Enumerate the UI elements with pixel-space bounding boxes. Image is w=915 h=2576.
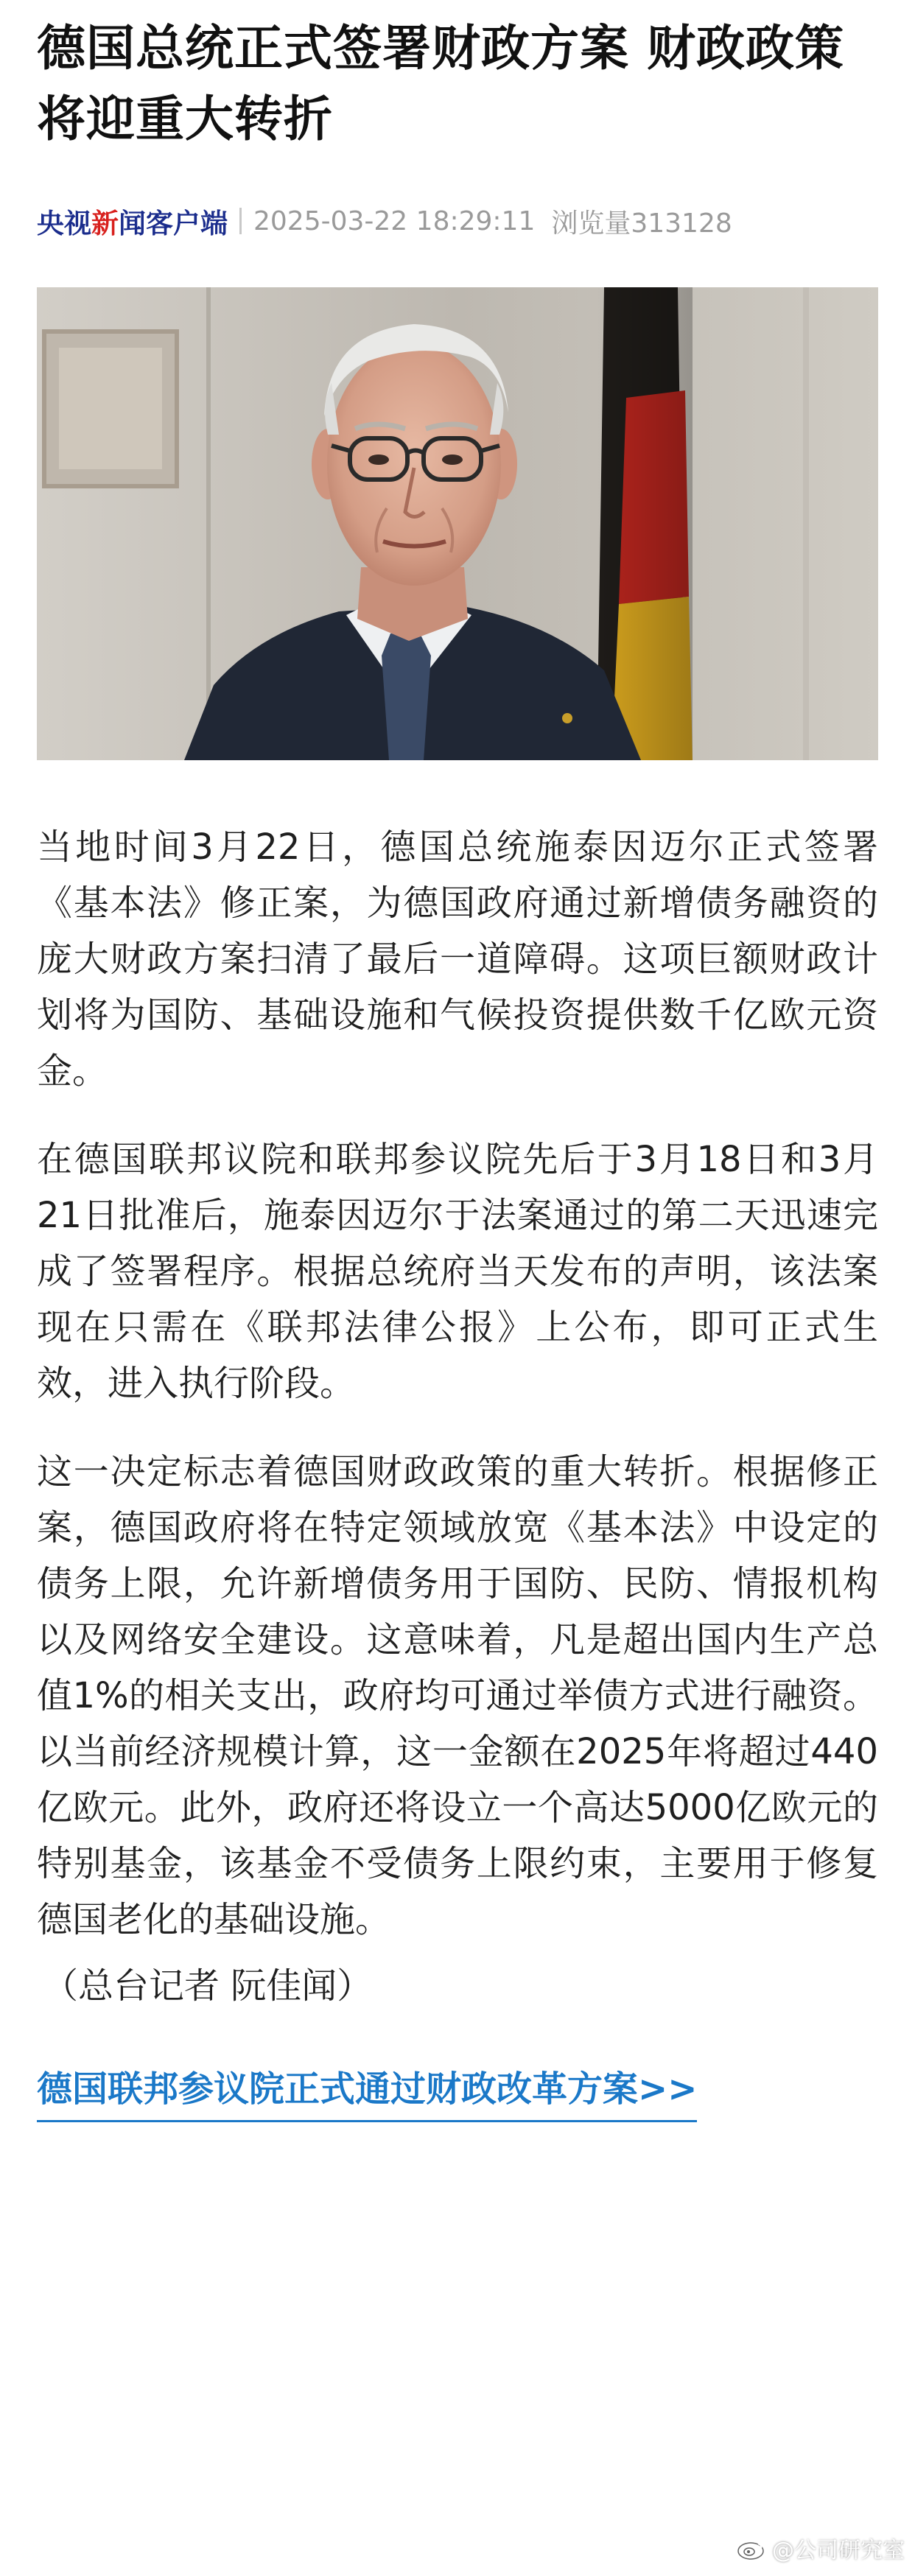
paragraph-2: 在德国联邦议院和联邦参议院先后于3月18日和3月21日批准后，施泰因迈尔于法案通过的第二天迅速完成了签署程序。根据总统府当天发布的声明，该法案现在只需在《联邦法律公报》上公布，即可正式生效，进入执行阶段。: [37, 1139, 878, 1404]
watermark-text: @公司研究室: [772, 2538, 905, 2563]
paragraph-1: 当地时间3月22日，德国总统施泰因迈尔正式签署《基本法》修正案，为德国政府通过新增债务融资的庞大财政方案扫清了最后一道障碍。这项巨额财政计划将为国防、基础设施和气候投资提供数千亿欧元资金。: [37, 827, 878, 1092]
related-article-link[interactable]: 德国联邦参议院正式通过财政改革方案>>: [37, 2066, 697, 2122]
view-count: 浏览量313128: [551, 208, 732, 239]
meta-divider: [239, 208, 242, 234]
source-accent: 新: [91, 208, 119, 239]
source-prefix: 央视: [37, 208, 91, 239]
article-body: [37, 819, 878, 2122]
article-meta: [37, 203, 878, 239]
article-photo: [37, 287, 878, 760]
publish-date: 2025-03-22 18:29:11: [253, 206, 536, 236]
portrait-image: [37, 287, 878, 760]
article-title: 德国总统正式签署财政方案 财政政策将迎重大转折: [37, 20, 844, 147]
source-suffix: 闻客户端: [119, 208, 228, 239]
source-name[interactable]: [37, 201, 228, 241]
paragraph-3: 这一决定标志着德国财政政策的重大转折。根据修正案，德国政府将在特定领域放宽《基本法》中设定的债务上限，允许新增债务用于国防、民防、情报机构以及网络安全建设。这意味着，凡是超出国内生产总值1%的相关支出，政府均可通过举债方式进行融资。以当前经济规模计算，这一金额在2025年将超过440亿欧元。此外，政府还将设立一个高达5000亿欧元的特别基金，该基金不受债务上限约束，主要用于修复德国老化的基础设施。: [37, 1451, 878, 1940]
weibo-icon: [737, 2535, 768, 2561]
watermark: [737, 2532, 905, 2564]
reporter-byline: （总台记者 阮佳闻）: [43, 1965, 373, 2007]
